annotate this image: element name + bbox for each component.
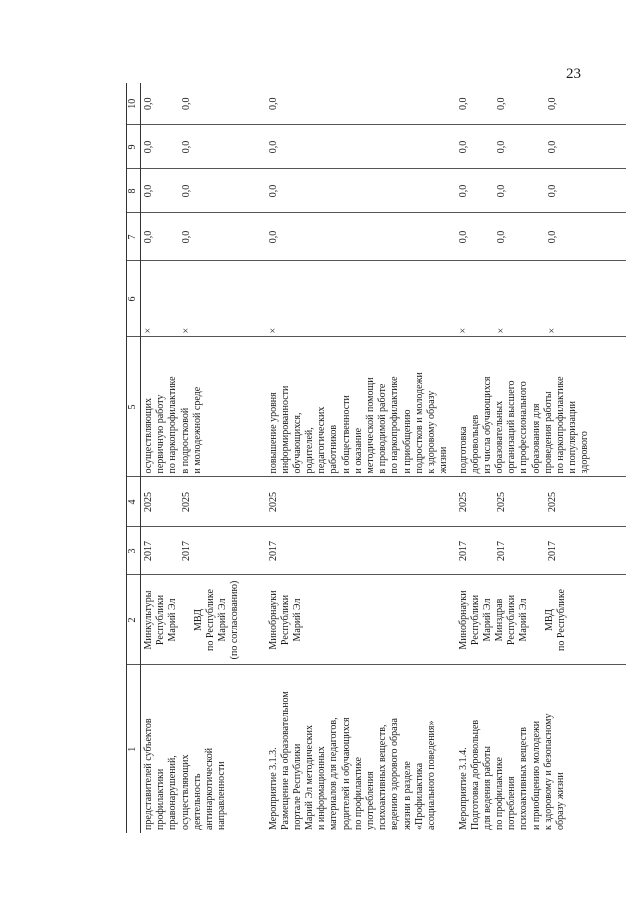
text-line: Республики [279,594,291,646]
text-line: к здоровому и безопасному [542,713,554,830]
text-line: для ведения работы [481,746,493,830]
text-line: портале Республики [291,743,303,830]
text-line: из числа обучающихся [481,376,493,474]
text-line: осуществляющих [143,398,154,474]
text-line: и популяризации [567,401,579,474]
col-header: 1 [127,665,141,833]
measure-cell [456,665,626,833]
text-line: деятельность [191,773,203,830]
text-line: употребления [365,771,376,830]
text-line: потребления [506,776,518,830]
text-line: работников [328,424,340,474]
text-line: по профилактике [494,757,506,830]
col-header: 5 [127,337,141,477]
text-line: Мероприятие 3.1.3. [267,747,279,830]
executor-cell [456,575,626,665]
text-line: Республики [469,594,481,646]
col-header: 10 [127,83,141,125]
text-line: Марий Эл [216,598,228,642]
text-line: подростков и молодежи [413,372,425,474]
table-row [456,83,626,833]
value-cell: 0,0 0,0 [141,125,266,169]
program-table [126,83,626,833]
text-line: и профессионального [518,381,530,474]
text-line: первичную работу [155,394,167,474]
text-line: Минобрнауки [267,590,279,650]
text-line: и общественности [340,395,352,474]
text-line: образовательных [494,400,506,474]
text-line: к здоровому образу [425,390,437,474]
text-line: Республики [155,594,167,646]
text-line: подготовка [457,426,469,474]
text-line: добровольцев [469,414,481,474]
text-line: асоциального поведения» [425,720,437,830]
text-line: МВД [192,609,204,632]
text-line: антинаркотической [203,747,215,830]
col-header: 6 [127,261,141,337]
result-cell [456,337,626,477]
text-line: по наркопрофилактике [389,376,401,474]
text-line: и информационных [316,746,328,830]
value-cell: 0,0 [266,169,456,213]
text-line: Мероприятие 3.1.4. [457,747,469,830]
value-cell: 0,0 0,0 0,0 [456,125,626,169]
measure-cell [266,665,456,833]
text-line: образования для [530,403,542,474]
executor-cell [266,575,456,665]
text-line: «Профилактика [413,762,425,830]
text-line: родителей и обучающихся [340,717,352,830]
text-line: психоактивных веществ, [377,724,389,830]
text-line: МВД [543,609,555,632]
mark-cell: × [266,261,456,337]
text-line: по профилактике [352,757,364,830]
text-line: жизни в разделе [401,761,413,830]
value-cell: 0,0 0,0 0,0 [456,213,626,261]
start-year-cell: 2017 2017 [141,527,266,575]
start-year-cell: 2017 2017 2017 [456,527,626,575]
result-cell [266,337,456,477]
text-line: Минздрав [494,598,506,642]
end-year-cell: 2025 2025 [141,477,266,527]
text-line: обучающихся, [291,412,303,474]
measure-cell [141,665,266,833]
text-line: родителей, [304,427,316,474]
page-number: 23 [566,66,581,82]
value-cell: 0,0 0,0 [141,169,266,213]
end-year-cell: 2025 [266,477,456,527]
text-line: в проводимой работе [377,383,389,474]
executor-cell [141,575,266,665]
text-line: представителей субъектов [143,718,154,830]
text-line: осуществляющих [179,754,191,830]
col-header: 8 [127,169,141,213]
col-header: 3 [127,527,141,575]
text-line: Минобрнауки [457,590,469,650]
text-line: методической помощи [365,377,376,474]
value-cell: 0,0 [266,125,456,169]
text-line: Марий Эл [291,598,303,642]
rotated-table-wrapper [126,83,640,833]
value-cell: 0,0 0,0 0,0 [456,169,626,213]
text-line: Республики [506,594,518,646]
value-cell: 0,0 [266,83,456,125]
text-line: педагогических [316,406,328,474]
mark-cell: × × [141,261,266,337]
text-line: по наркопрофилактике [167,376,179,474]
text-line: направленности [216,761,228,830]
text-line: жизни [438,446,450,474]
text-line: и оказание [352,427,364,474]
value-cell: 0,0 0,0 [141,213,266,261]
start-year-cell: 2017 [266,527,456,575]
header-row [127,83,141,833]
text-line: в подростковой [179,407,191,474]
table-row [266,83,456,833]
text-line: психоактивных веществ [518,727,530,830]
text-line: Марий Эл [167,598,179,642]
text-line: и молодежной среде [191,386,203,474]
table-row [141,83,266,833]
text-line: материалов для педагогов, [328,717,340,830]
text-line: Подготовка добровольцев [469,719,481,830]
text-line: Минкультуры [143,590,154,650]
text-line: информированности [279,385,291,474]
text-line: повышение уровня [267,392,279,474]
value-cell: 0,0 [266,213,456,261]
text-line: образу жизни [555,772,566,830]
text-line: правонарушений, [167,755,179,830]
col-header: 7 [127,213,141,261]
text-line: Размещение на образовательном [279,691,291,830]
text-line: по Республике [555,589,567,651]
value-cell: 0,0 0,0 [141,83,266,125]
text-line: по Республике [204,589,216,651]
result-cell [141,337,266,477]
text-line: проведения работы [542,391,554,474]
col-header: 2 [127,575,141,665]
col-header: 9 [127,125,141,169]
text-line: по наркопрофилактике [555,376,566,474]
text-line: организаций высшего [506,380,518,474]
end-year-cell: 2025 2025 2025 [456,477,626,527]
text-line: (по согласованию) [229,580,241,660]
text-line: и приобщению [401,409,413,474]
text-line: здорового [579,431,591,474]
text-line: Марий Эл [481,598,493,642]
text-line: профилактики [155,768,167,830]
text-line: Марий Эл методических [304,724,316,830]
col-header: 4 [127,477,141,527]
text-line: Марий Эл [518,598,530,642]
mark-cell: × × × [456,261,626,337]
text-line: ведению здорового образа [389,718,401,830]
text-line: и приобщению молодежи [530,720,542,830]
value-cell: 0,0 0,0 0,0 [456,83,626,125]
